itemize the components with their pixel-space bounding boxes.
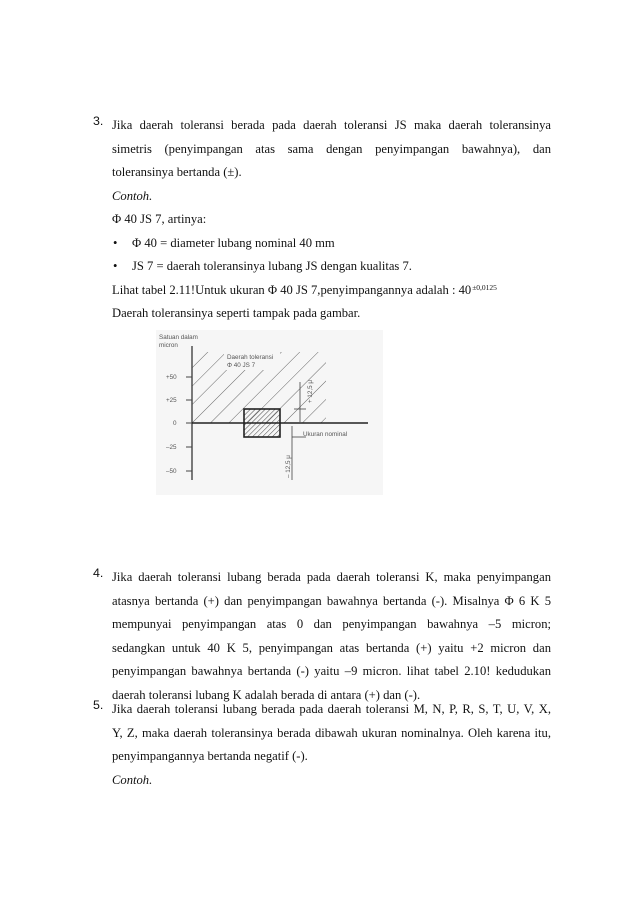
item-body (112, 566, 551, 707)
paragraph-line: Jika daerah toleransi lubang berada pada daerah toleransi M, N, P, R, S, T, U, V, X, (112, 702, 551, 716)
example-label: Contoh. (112, 188, 153, 203)
paragraph-line: penyimpangannya bertanda negatif (-). (112, 749, 308, 763)
paragraph-line: sedangkan untuk 40 K 5, penyimpangan atas bertanda (+) yaitu +2 micron dan (112, 640, 551, 655)
tick-label: 0 (173, 420, 177, 427)
paragraph-line: atasnya bertanda (+) dan penyimpangan bawahnya bertanda (-). Misalnya Φ 6 K 5 (112, 593, 551, 608)
paragraph-line: mempunyai penyimpangan atas 0 dan penyimpangan bawahnya –5 micron; (112, 617, 551, 631)
bullet-item (112, 255, 551, 279)
item-number: 3. (93, 114, 104, 128)
bullet-text: JS 7 = daerah toleransinya lubang JS dengan kualitas 7. (132, 259, 412, 273)
upper-deviation-label: + 12,5 μ (307, 379, 314, 403)
paragraph-line: Jika daerah toleransi berada pada daerah toleransi JS maka daerah toleransinya (112, 118, 551, 132)
tolerance-superscript: ±0,0125 (472, 282, 497, 292)
tick-label: +25 (166, 397, 177, 404)
tick-label: +50 (166, 374, 177, 381)
paragraph-line: daerah toleransi lubang K adalah berada di antara (+) dan (-). (112, 687, 421, 702)
example-label: Contoh. (112, 772, 153, 787)
paragraph-line: simetris (penyimpangan atas sama dengan penyimpangan bawahnya), dan (112, 141, 551, 156)
example-line: Φ 40 JS 7, artinya: (112, 212, 207, 226)
unit-label: Satuan dalam (159, 334, 198, 341)
paragraph-line: toleransinya bertanda (±). (112, 165, 242, 179)
paragraph-line: Y, Z, maka daerah toleransinya berada dibawah ukuran nominalnya. Oleh karena itu, (112, 725, 551, 740)
paragraph-line: Jika daerah toleransi lubang berada pada daerah toleransi K, maka penyimpangan (112, 570, 551, 584)
bullet-item (112, 232, 551, 256)
paragraph-line: penyimpangan bawahnya bertanda (-) yaitu –9 micron. lihat tabel 2.10! kedudukan (112, 664, 551, 678)
item-number: 5. (93, 698, 104, 712)
reference-line (112, 279, 551, 303)
unit-label: micron (159, 342, 178, 349)
tick-label: –25 (166, 444, 177, 451)
tolerance-zone-figure (156, 330, 383, 495)
bullet-icon: • (113, 259, 118, 273)
zone-label: Daerah toleransi (227, 354, 274, 361)
zone-label: Φ 40 JS 7 (227, 362, 256, 369)
reference-text: Lihat tabel 2.11!Untuk ukuran Φ 40 JS 7,penyimpangannya adalah : 40 (112, 282, 472, 297)
nominal-label: Ukuran nominal (303, 431, 348, 438)
item-body (112, 114, 551, 326)
tick-label: –50 (166, 468, 177, 475)
item-body (112, 698, 551, 792)
paragraph-line: Daerah toleransinya seperti tampak pada gambar. (112, 306, 361, 320)
item-number: 4. (93, 566, 104, 580)
bullet-icon: • (113, 235, 118, 250)
tolerance-diagram (156, 330, 383, 495)
lower-deviation-label: – 12,5 μ (285, 455, 292, 478)
bullet-text: Φ 40 = diameter lubang nominal 40 mm (132, 235, 335, 250)
